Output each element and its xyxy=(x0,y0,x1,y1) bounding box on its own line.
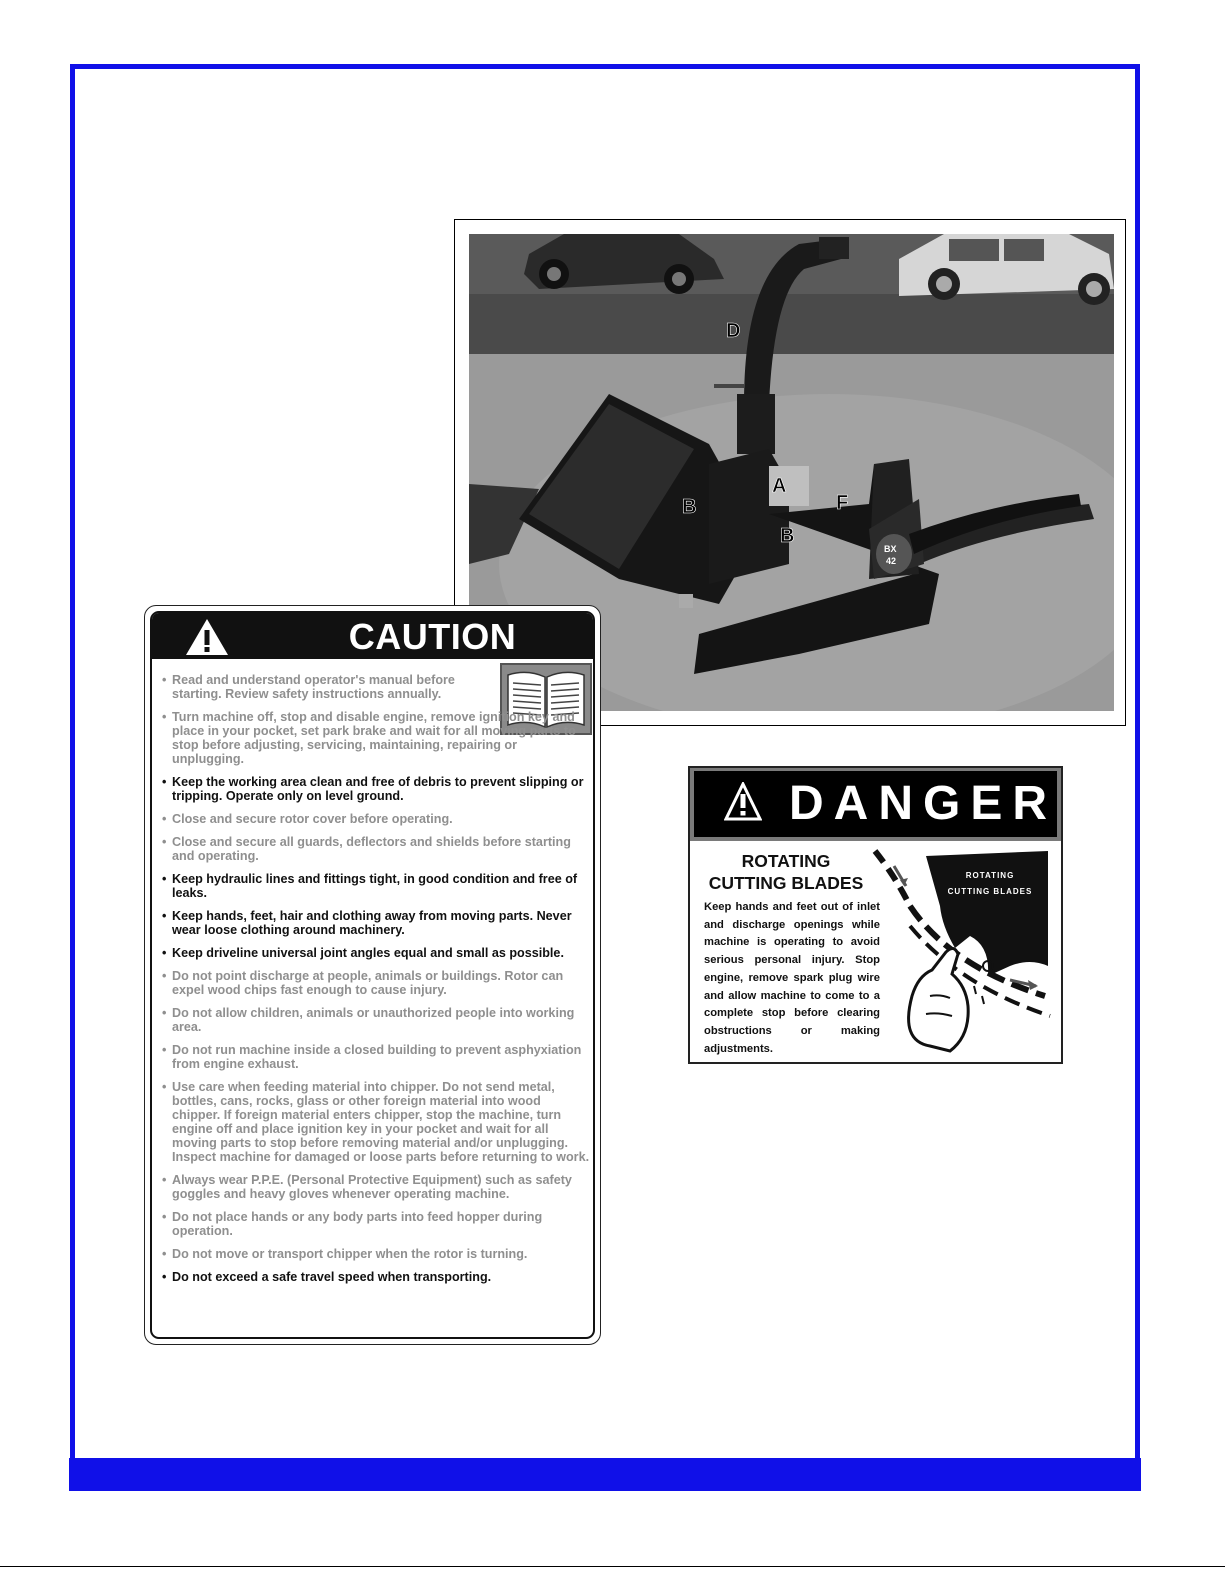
caution-item: • Turn machine off, stop and disable engine, remove ignition key and place in your pocket, set park brake and wait for all moving parts to stop before adjusting, servicing, maintaining, repairing or unplugging. xyxy=(162,710,576,766)
photo-label-b-hopper: B xyxy=(682,496,697,518)
diagram-label: ROTATING CUTTING BLADES xyxy=(947,871,1033,896)
blades-heading: ROTATING CUTTING BLADES xyxy=(708,851,864,893)
caution-item: • Do not run machine inside a closed building to prevent asphyxiation from engine exhaust. xyxy=(162,1043,582,1071)
caution-item: • Keep hands, feet, hair and clothing away from moving parts. Never wear loose clothing around machinery. xyxy=(162,909,572,937)
caution-list xyxy=(162,673,592,1293)
caution-item: • Keep the working area clean and free of debris to prevent slipping or tripping. Operate only on level ground. xyxy=(162,775,584,803)
caution-item: • Read and understand operator's manual before starting. Review safety instructions annually. xyxy=(162,673,455,701)
caution-item: • Always wear P.P.E. (Personal Protective Equipment) such as safety goggles and heavy gloves whenever operating machine. xyxy=(162,1173,572,1201)
caution-header xyxy=(152,613,593,659)
caution-decal xyxy=(144,605,601,1345)
danger-header xyxy=(690,768,1061,841)
caution-item: • Do not point discharge at people, animals or buildings. Rotor can expel wood chips fast enough to cause injury. xyxy=(162,969,564,997)
photo-label-b-body: B xyxy=(780,525,795,547)
photo-label-d: D xyxy=(726,320,741,342)
footer-bar xyxy=(69,1458,1141,1491)
caution-item: • Keep hydraulic lines and fittings tight, in good condition and free of leaks. xyxy=(162,872,578,900)
model-badge-line1: BX xyxy=(884,544,897,554)
model-badge-line2: 42 xyxy=(886,556,897,566)
danger-title: DANGER xyxy=(789,777,1058,830)
caution-title: CAUTION xyxy=(348,616,517,657)
danger-triangle-icon xyxy=(724,782,762,822)
caution-item: • Close and secure all guards, deflectors and shields before starting and operating. xyxy=(162,835,571,863)
caution-item: • Do not exceed a safe travel speed when transporting. xyxy=(162,1270,492,1284)
caution-item: • Do not allow children, animals or unauthorized people into working area. xyxy=(162,1006,575,1034)
caution-item: • Do not move or transport chipper when the rotor is turning. xyxy=(162,1247,528,1261)
danger-decal xyxy=(688,766,1063,1064)
caution-item: • Do not place hands or any body parts into feed hopper during operation. xyxy=(162,1210,543,1238)
caution-item: • Close and secure rotor cover before operating. xyxy=(162,812,453,826)
page-edge-line xyxy=(0,1566,1225,1567)
photo-label-a: A xyxy=(772,475,787,497)
danger-body-text: Keep hands and feet out of inlet and discharge openings while machine is operating to avoid serious personal injury. Stop engine, remove spark plug wire and allow machine to come to a complete stop before clearing obstructions or making adjustments. xyxy=(704,901,880,1055)
caution-item: • Keep driveline universal joint angles equal and small as possible. xyxy=(162,946,564,960)
caution-item: • Use care when feeding material into chipper. Do not send metal, bottles, cans, rocks, glass or other foreign material into wood chipper. If foreign material enters chipper, stop the machine, turn engine off and place ignition key in your pocket and wait for all moving parts to stop before removing material and/or unplugging. Inspect machine for damaged or loose parts before returning to work. xyxy=(162,1080,590,1164)
photo-label-f: F xyxy=(836,492,849,514)
warning-triangle-icon xyxy=(184,617,230,657)
